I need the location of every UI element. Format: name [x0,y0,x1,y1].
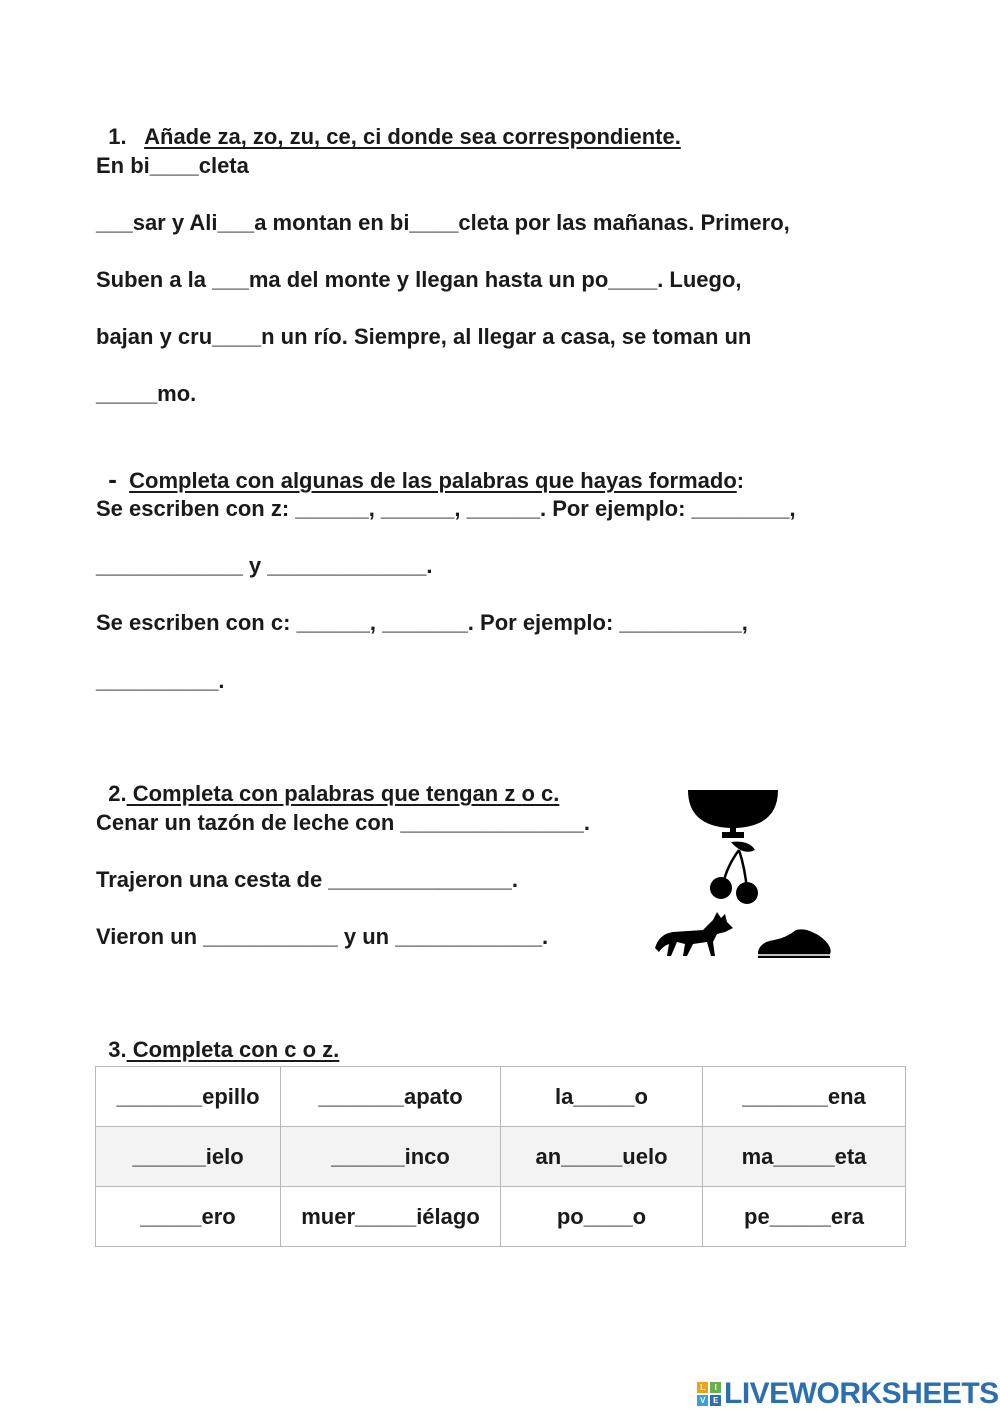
logo-mark-letter: E [710,1395,721,1406]
section-3-number: 3. [108,1037,127,1062]
table-row [96,1067,906,1127]
exercise-line: Se escriben con z: ______, ______, ______. Por ejemplo: ________, [96,496,796,521]
exercise-line: Vieron un ___________ y un ____________. [96,924,549,949]
table-cell: po____o [501,1187,703,1247]
exercise-line: ____________ y _____________. [96,553,433,578]
section-3-heading [96,1008,339,1064]
exercise-line: Se escriben con c: ______, _______. Por ejemplo: __________, [96,610,748,635]
logo-text: LIVEWORKSHEETS [724,1377,999,1410]
table-cell: pe_____era [703,1187,906,1247]
table-row [96,1127,906,1187]
section-2-number: 2. [108,781,127,806]
table-row [96,1187,906,1247]
exercise-line: ___sar y Ali___a montan en bi____cleta por las mañanas. Primero, [96,210,790,235]
sub-heading-colon: : [736,468,745,493]
section-2-title: Completa con palabras que tengan z o c. [126,781,560,806]
section-2-heading [96,752,559,808]
fox-icon [653,912,735,958]
logo-mark-letter: L [697,1382,708,1393]
exercise-line: Trajeron una cesta de _______________. [96,867,518,892]
section-1-number: 1. [108,124,127,149]
logo-mark-letter: V [697,1395,708,1406]
table-cell: la_____o [501,1067,703,1127]
table-cell: ______inco [281,1127,501,1187]
table-cell: _______apato [281,1067,501,1127]
exercise-line: bajan y cru____n un río. Siempre, al llegar a casa, se toman un [96,324,752,349]
table-cell: ______ielo [96,1127,281,1187]
logo-mark-icon [697,1382,721,1406]
logo-mark-letter: I [710,1382,721,1393]
dash-bullet: - [108,464,117,494]
word-table [95,1066,906,1247]
liveworksheets-logo [697,1377,999,1411]
cherries-icon [705,838,761,906]
table-cell: _____ero [96,1187,281,1247]
sub-heading-title: Completa con algunas de las palabras que hayas formado [129,468,737,493]
exercise-line: __________. [96,668,225,693]
table-cell: _______ena [703,1067,906,1127]
shoe-icon [756,928,832,960]
exercise-line: _____mo. [96,381,197,406]
section-1-title: Añade za, zo, zu, ce, ci donde sea correspondiente. [144,124,681,149]
table-cell: _______epillo [96,1067,281,1127]
section-3-title: Completa con c o z. [126,1037,340,1062]
table-cell: muer_____iélago [281,1187,501,1247]
exercise-line: Cenar un tazón de leche con _______________. [96,810,591,835]
exercise-line: En bi____cleta [96,153,249,178]
bowl-icon [686,788,780,840]
table-cell: ma_____eta [703,1127,906,1187]
table-cell: an_____uelo [501,1127,703,1187]
section-1-heading [96,95,681,151]
sub-heading [96,437,744,495]
exercise-line: Suben a la ___ma del monte y llegan hasta un po____. Luego, [96,267,742,292]
